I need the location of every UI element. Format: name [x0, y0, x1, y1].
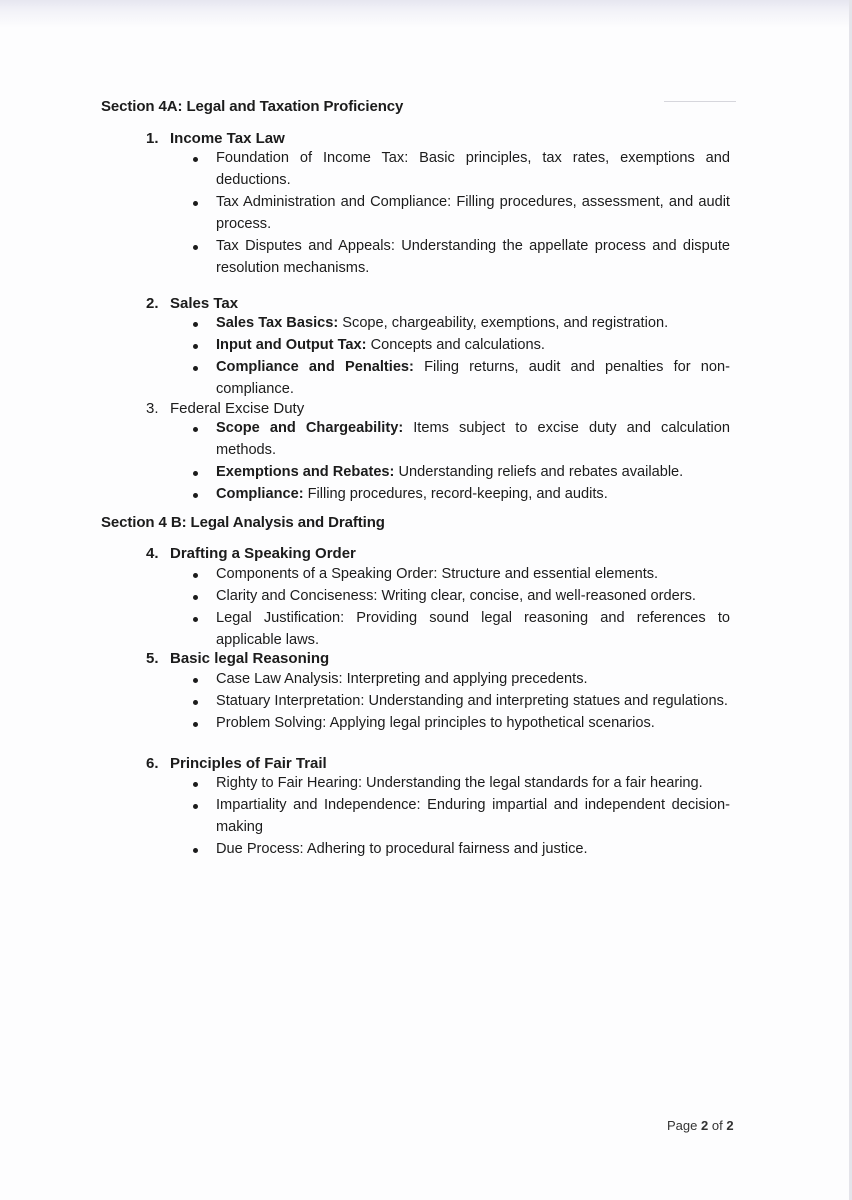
- total-pages: 2: [726, 1118, 734, 1133]
- list-item: Impartiality and Independence: Enduring impartial and independent decision-making: [190, 794, 730, 838]
- bullet-list-3: [190, 417, 730, 505]
- page-number: Page 2 of 2: [667, 1118, 734, 1133]
- section-heading-4a: Section 4A: Legal and Taxation Proficiency: [101, 98, 404, 115]
- list-item: Foundation of Income Tax: Basic principles, tax rates, exemptions and deductions.: [190, 147, 730, 191]
- list-item: Exemptions and Rebates: Understanding reliefs and rebates available.: [190, 461, 730, 483]
- list-item: Input and Output Tax: Concepts and calculations.: [190, 334, 730, 356]
- list-item: Clarity and Conciseness: Writing clear, concise, and well-reasoned orders.: [190, 585, 730, 607]
- list-item-heading-4: [146, 545, 356, 562]
- list-item-heading-1: [146, 130, 285, 147]
- bullet-list-5: [190, 668, 730, 734]
- list-item-heading-6: [146, 755, 327, 772]
- list-item: Components of a Speaking Order: Structure and essential elements.: [190, 563, 730, 585]
- item-number: 1.: [146, 130, 159, 147]
- bullet-list-1: [190, 147, 730, 279]
- bullet-list-2: [190, 312, 730, 400]
- list-item: Tax Administration and Compliance: Filling procedures, assessment, and audit process.: [190, 191, 730, 235]
- list-item: Due Process: Adhering to procedural fairness and justice.: [190, 838, 730, 860]
- item-title: Drafting a Speaking Order: [170, 545, 356, 562]
- list-item: Case Law Analysis: Interpreting and applying precedents.: [190, 668, 730, 690]
- list-item: Legal Justification: Providing sound legal reasoning and references to applicable laws.: [190, 607, 730, 651]
- item-title: Basic legal Reasoning: [170, 650, 330, 667]
- item-number: 3.: [146, 400, 159, 417]
- section-heading-4b: Section 4 B: Legal Analysis and Drafting: [101, 514, 385, 531]
- list-item-heading-5: [146, 650, 329, 667]
- list-item: Compliance and Penalties: Filing returns, audit and penalties for non-compliance.: [190, 356, 730, 400]
- list-item: Tax Disputes and Appeals: Understanding the appellate process and dispute resolution mechanisms.: [190, 235, 730, 279]
- scan-shadow-top: [0, 0, 852, 28]
- item-title: Sales Tax: [170, 295, 239, 312]
- current-page: 2: [701, 1118, 709, 1133]
- item-title: Income Tax Law: [170, 130, 285, 147]
- item-title: Principles of Fair Trail: [170, 755, 327, 772]
- item-title: Federal Excise Duty: [170, 400, 305, 417]
- item-number: 4.: [146, 545, 159, 562]
- bullet-list-6: [190, 772, 730, 860]
- item-number: 6.: [146, 755, 159, 772]
- list-item-heading-3: [146, 400, 304, 417]
- item-number: 2.: [146, 295, 159, 312]
- bullet-list-4: [190, 563, 730, 651]
- list-item: Statuary Interpretation: Understanding and interpreting statues and regulations.: [190, 690, 730, 712]
- list-item: Sales Tax Basics: Scope, chargeability, exemptions, and registration.: [190, 312, 730, 334]
- faint-scan-mark: [664, 101, 736, 102]
- list-item: Compliance: Filling procedures, record-keeping, and audits.: [190, 483, 730, 505]
- list-item-heading-2: [146, 295, 238, 312]
- item-number: 5.: [146, 650, 159, 667]
- list-item: Problem Solving: Applying legal principles to hypothetical scenarios.: [190, 712, 730, 734]
- list-item: Righty to Fair Hearing: Understanding the legal standards for a fair hearing.: [190, 772, 730, 794]
- list-item: Scope and Chargeability: Items subject to excise duty and calculation methods.: [190, 417, 730, 461]
